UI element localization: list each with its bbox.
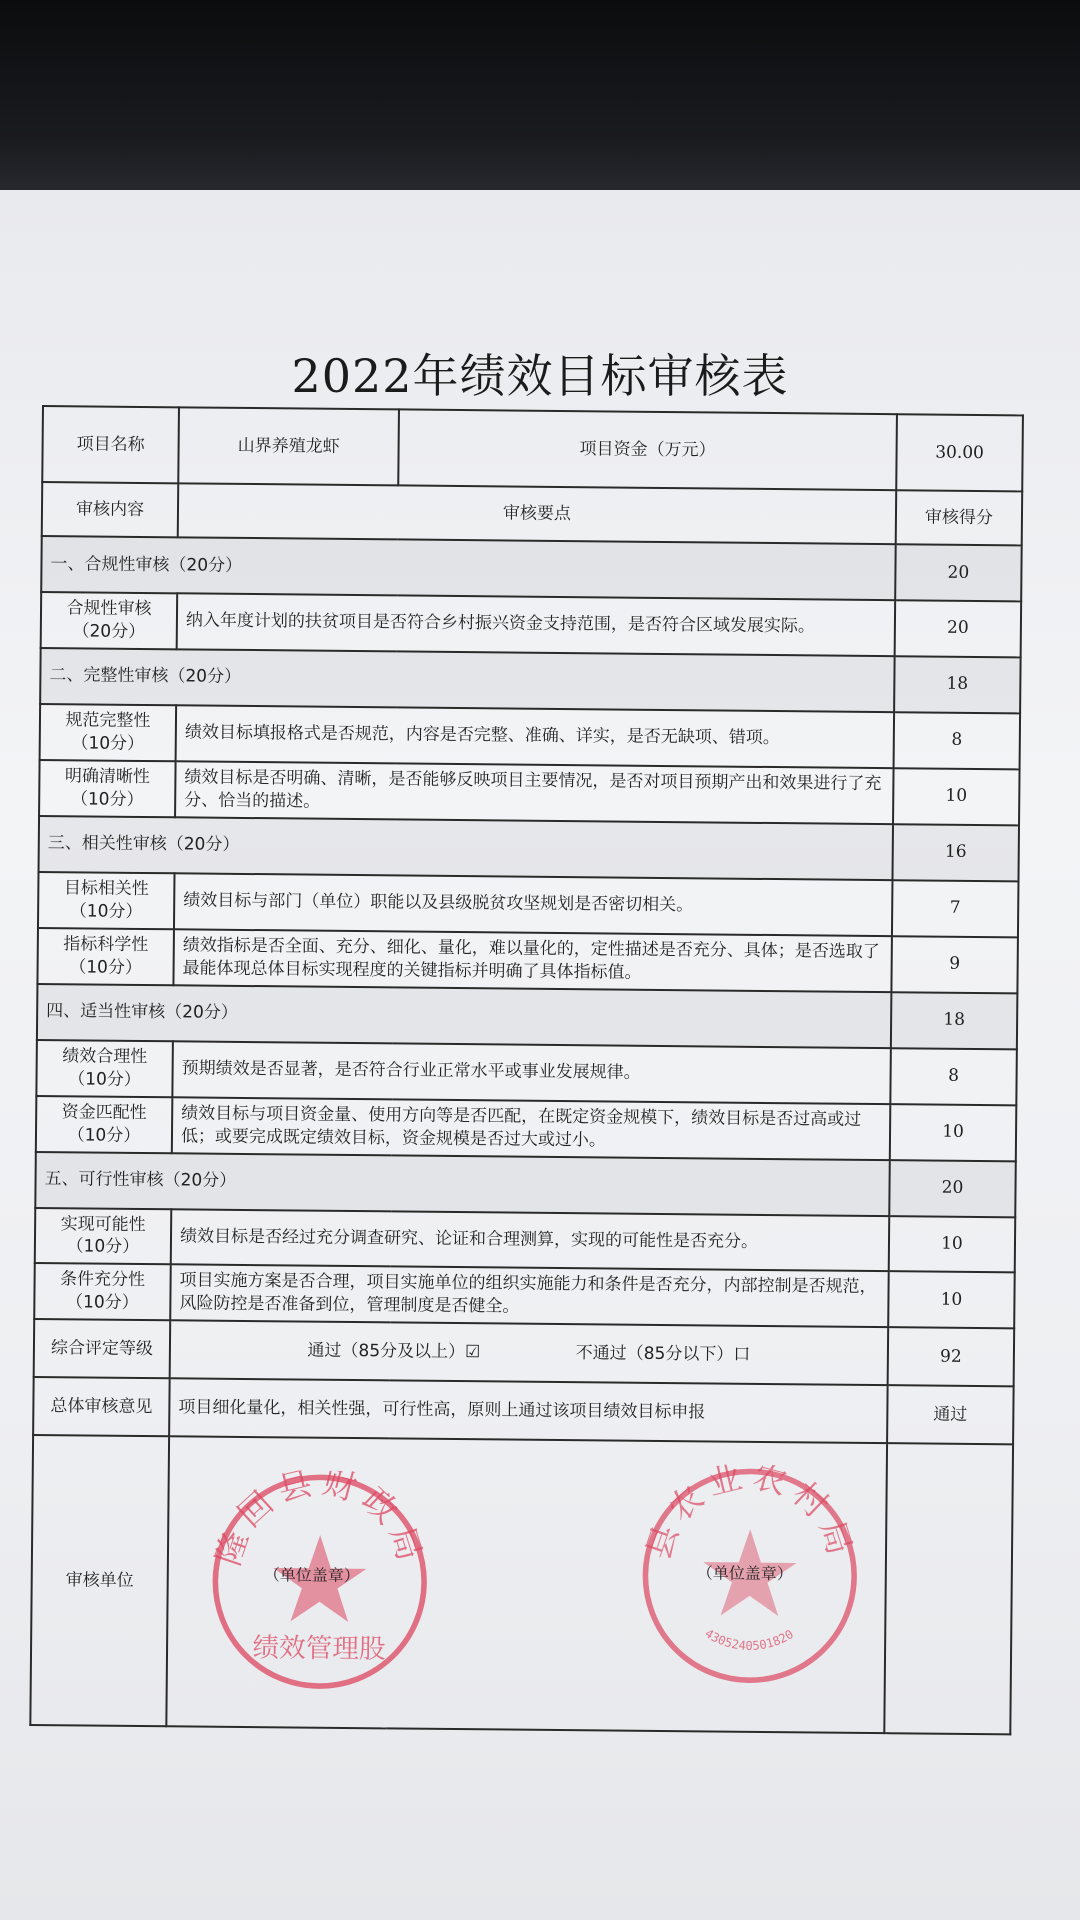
evaluation-options bbox=[170, 1321, 889, 1386]
criterion-text: 绩效目标与项目资金量、使用方向等是否匹配，在既定资金规模下，绩效目标是否过高或过低；或要完成既定绩效目标，资金规模是否过大或过小。 bbox=[172, 1097, 891, 1160]
opinion-result: 通过 bbox=[887, 1386, 1014, 1445]
project-funds-label: 项目资金（万元） bbox=[398, 409, 897, 490]
criterion-row bbox=[36, 1040, 1016, 1105]
project-name-label: 项目名称 bbox=[42, 406, 179, 483]
criterion-text: 绩效目标填报格式是否规范，内容是否完整、准确、详实，是否无缺项、错项。 bbox=[176, 705, 895, 768]
desk-background bbox=[0, 0, 1080, 200]
section-title: 一、合规性审核（20分） bbox=[41, 536, 895, 600]
section-score: 20 bbox=[889, 1160, 1016, 1217]
criterion-score: 8 bbox=[890, 1048, 1017, 1105]
section-header-row bbox=[41, 536, 1021, 601]
section-score: 20 bbox=[895, 544, 1022, 601]
review-score-label: 审核得分 bbox=[896, 490, 1023, 545]
review-unit-score-cell bbox=[884, 1444, 1013, 1735]
project-row bbox=[42, 406, 1023, 491]
criterion-score: 8 bbox=[894, 712, 1021, 769]
section-title: 五、可行性审核（20分） bbox=[35, 1151, 889, 1215]
criterion-row bbox=[38, 872, 1018, 937]
criterion-row bbox=[41, 592, 1021, 657]
stamp-left-inner-text: 绩效管理股 bbox=[252, 1632, 386, 1666]
header-row bbox=[42, 482, 1022, 545]
section-header-row bbox=[40, 648, 1020, 713]
criterion-row bbox=[39, 760, 1019, 825]
criterion-text: 绩效目标与部门（单位）职能以及县级脱贫攻坚规划是否密切相关。 bbox=[174, 873, 893, 936]
criterion-label: 绩效合理性 （10分） bbox=[36, 1040, 173, 1097]
stamp-right-note: （单位盖章） bbox=[696, 1563, 793, 1584]
review-unit-row bbox=[30, 1435, 1013, 1734]
criterion-score: 10 bbox=[889, 1216, 1016, 1273]
criterion-score: 7 bbox=[892, 880, 1019, 937]
opinion-text: 项目细化量化，相关性强，可行性高，原则上通过该项目绩效目标申报 bbox=[169, 1379, 888, 1444]
section-score: 18 bbox=[891, 992, 1018, 1049]
document-title: 2022年绩效目标审核表 bbox=[291, 349, 789, 403]
evaluation-row bbox=[34, 1319, 1015, 1386]
project-funds-value: 30.00 bbox=[896, 414, 1023, 491]
criterion-label: 指标科学性 （10分） bbox=[37, 928, 174, 985]
criterion-text: 绩效指标是否全面、充分、细化、量化，难以量化的，定性描述是否充分、具体；是否选取了最能体现总体目标实现程度的关键指标并明确了具体指标值。 bbox=[173, 929, 892, 992]
criterion-text: 项目实施方案是否合理，项目实施单位的组织实施能力和条件是否充分，内部控制是否规范，风险防控是否准备到位，管理制度是否健全。 bbox=[170, 1265, 889, 1328]
criterion-row bbox=[35, 1207, 1015, 1272]
criterion-label: 条件充分性 （10分） bbox=[34, 1263, 171, 1320]
svg-text:4305240501820 bbox=[702, 1627, 796, 1654]
criterion-row bbox=[36, 1095, 1016, 1160]
review-content-label: 审核内容 bbox=[42, 482, 179, 537]
stamp-left-ring-text: 隆回县财政局 bbox=[208, 1470, 432, 1572]
criterion-score: 10 bbox=[890, 1104, 1017, 1161]
review-form-table bbox=[29, 405, 1024, 1736]
review-points-label: 审核要点 bbox=[178, 483, 896, 544]
section-header-row bbox=[35, 1151, 1015, 1216]
section-title: 二、完整性审核（20分） bbox=[40, 648, 894, 712]
criterion-label: 目标相关性 （10分） bbox=[38, 872, 175, 929]
section-title: 三、相关性审核（20分） bbox=[39, 816, 893, 880]
stamp-right-ring-text: 县农业农村局 bbox=[638, 1464, 862, 1566]
criterion-row bbox=[40, 704, 1020, 769]
section-header-row bbox=[37, 984, 1017, 1049]
section-score: 16 bbox=[892, 824, 1019, 881]
sections-body bbox=[34, 536, 1021, 1329]
section-title: 四、适当性审核（20分） bbox=[37, 984, 891, 1048]
section-header-row bbox=[39, 816, 1019, 881]
stamp-right-code: 4305240501820 bbox=[702, 1626, 797, 1654]
pass-option-checkbox: 通过（85分及以上）☑ bbox=[307, 1340, 481, 1363]
project-name-value: 山界养殖龙虾 bbox=[178, 407, 399, 485]
criterion-label: 资金匹配性 （10分） bbox=[36, 1095, 173, 1152]
opinion-label: 总体审核意见 bbox=[33, 1377, 170, 1436]
criterion-score: 9 bbox=[891, 936, 1018, 993]
criterion-row bbox=[37, 928, 1017, 993]
criterion-row bbox=[34, 1263, 1014, 1328]
criterion-score: 20 bbox=[895, 600, 1022, 657]
fail-option-checkbox: 不通过（85分以下）口 bbox=[575, 1343, 751, 1365]
criterion-text: 预期绩效是否显著，是否符合行业正常水平或事业发展规律。 bbox=[172, 1041, 891, 1104]
criterion-label: 实现可能性 （10分） bbox=[35, 1207, 172, 1264]
criterion-label: 合规性审核 （20分） bbox=[41, 592, 178, 649]
stamp-area bbox=[166, 1437, 887, 1734]
criterion-score: 10 bbox=[888, 1272, 1015, 1329]
review-unit-label: 审核单位 bbox=[30, 1435, 169, 1726]
criterion-score: 10 bbox=[893, 768, 1020, 825]
criterion-text: 绩效目标是否明确、清晰，是否能够反映项目主要情况，是否对项目预期产出和效果进行了充分、恰当的描述。 bbox=[175, 761, 894, 824]
opinion-row bbox=[33, 1377, 1014, 1444]
section-score: 18 bbox=[894, 656, 1021, 713]
criterion-text: 纳入年度计划的扶贫项目是否符合乡村振兴资金支持范围，是否符合区域发展实际。 bbox=[177, 593, 896, 656]
evaluation-score: 92 bbox=[888, 1328, 1015, 1387]
criterion-text: 绩效目标是否经过充分调查研究、论证和合理测算，实现的可能性是否充分。 bbox=[171, 1209, 890, 1272]
evaluation-label: 综合评定等级 bbox=[34, 1319, 171, 1378]
criterion-label: 规范完整性 （10分） bbox=[40, 704, 177, 761]
criterion-label: 明确清晰性 （10分） bbox=[39, 760, 176, 817]
stamp-left-note: （单位盖章） bbox=[263, 1565, 360, 1586]
